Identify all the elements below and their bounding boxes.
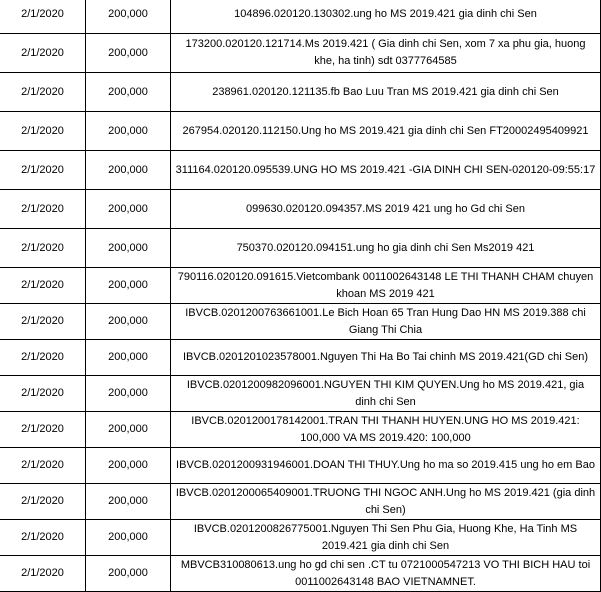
description-cell[interactable]: IBVCB.0201200763661001.Le Bich Hoan 65 Tran Hung Dao HN MS 2019.388 chi Giang Thi Chia [171, 304, 601, 340]
table-row [0, 376, 601, 412]
description-cell[interactable]: 099630.020120.094357.MS 2019 421 ung ho Gd chi Sen [171, 190, 601, 229]
table-row [0, 34, 601, 73]
table-row [0, 556, 601, 592]
amount-cell[interactable]: 200,000 [86, 34, 171, 73]
table-row [0, 151, 601, 190]
amount-cell[interactable]: 200,000 [86, 448, 171, 484]
date-cell[interactable]: 2/1/2020 [0, 151, 86, 190]
amount-cell[interactable]: 200,000 [86, 520, 171, 556]
date-cell[interactable]: 2/1/2020 [0, 340, 86, 376]
amount-cell[interactable]: 200,000 [86, 304, 171, 340]
amount-cell[interactable]: 200,000 [86, 151, 171, 190]
table-row [0, 190, 601, 229]
date-cell[interactable]: 2/1/2020 [0, 520, 86, 556]
description-cell[interactable]: 750370.020120.094151.ung ho gia dinh chi Sen Ms2019 421 [171, 229, 601, 268]
date-cell[interactable]: 2/1/2020 [0, 0, 86, 34]
description-cell[interactable]: 267954.020120.112150.Ung ho MS 2019.421 gia dinh chi Sen FT20002495409921 [171, 112, 601, 151]
description-cell[interactable]: 104896.020120.130302.ung ho MS 2019.421 gia dinh chi Sen [171, 0, 601, 34]
amount-cell[interactable]: 200,000 [86, 556, 171, 592]
table-row [0, 229, 601, 268]
table-row [0, 112, 601, 151]
table-row [0, 484, 601, 520]
amount-cell[interactable]: 200,000 [86, 376, 171, 412]
description-cell[interactable]: IBVCB.0201200826775001.Nguyen Thi Sen Phu Gia, Huong Khe, Ha Tinh MS 2019.421 gia dinh chi Sen [171, 520, 601, 556]
description-cell[interactable]: IBVCB.0201200931946001.DOAN THI THUY.Ung ho ma so 2019.415 ung ho em Bao [171, 448, 601, 484]
amount-cell[interactable]: 200,000 [86, 190, 171, 229]
table-row [0, 448, 601, 484]
description-cell[interactable]: 790116.020120.091615.Vietcombank 0011002643148 LE THI THANH CHAM chuyen khoan MS 2019 421 [171, 268, 601, 304]
date-cell[interactable]: 2/1/2020 [0, 112, 86, 151]
table-row [0, 520, 601, 556]
date-cell[interactable]: 2/1/2020 [0, 412, 86, 448]
amount-cell[interactable]: 200,000 [86, 112, 171, 151]
amount-cell[interactable]: 200,000 [86, 412, 171, 448]
date-cell[interactable]: 2/1/2020 [0, 304, 86, 340]
table-row [0, 412, 601, 448]
date-cell[interactable]: 2/1/2020 [0, 484, 86, 520]
date-cell[interactable]: 2/1/2020 [0, 448, 86, 484]
description-cell[interactable]: MBVCB310080613.ung ho gd chi sen .CT tu 0721000547213 VO THI BICH HAU toi 0011002643148 BAO VIETNAMNET. [171, 556, 601, 592]
date-cell[interactable]: 2/1/2020 [0, 190, 86, 229]
description-cell[interactable]: 238961.020120.121135.fb Bao Luu Tran MS 2019.421 gia dinh chi Sen [171, 73, 601, 112]
table-row [0, 0, 601, 34]
date-cell[interactable]: 2/1/2020 [0, 556, 86, 592]
amount-cell[interactable]: 200,000 [86, 229, 171, 268]
amount-cell[interactable]: 200,000 [86, 484, 171, 520]
description-cell[interactable]: 173200.020120.121714.Ms 2019.421 ( Gia dinh chi Sen, xom 7 xa phu gia, huong khe, ha tinh) sdt 0377764585 [171, 34, 601, 73]
date-cell[interactable]: 2/1/2020 [0, 268, 86, 304]
amount-cell[interactable]: 200,000 [86, 340, 171, 376]
description-cell[interactable]: IBVCB.0201201023578001.Nguyen Thi Ha Bo Tai chinh MS 2019.421(GD chi Sen) [171, 340, 601, 376]
description-cell[interactable]: IBVCB.0201200982096001.NGUYEN THI KIM QUYEN.Ung ho MS 2019.421, gia dinh chi Sen [171, 376, 601, 412]
date-cell[interactable]: 2/1/2020 [0, 34, 86, 73]
table-row [0, 340, 601, 376]
description-cell[interactable]: 311164.020120.095539.UNG HO MS 2019.421 -GIA DINH CHI SEN-020120-09:55:17 [171, 151, 601, 190]
amount-cell[interactable]: 200,000 [86, 0, 171, 34]
date-cell[interactable]: 2/1/2020 [0, 229, 86, 268]
date-cell[interactable]: 2/1/2020 [0, 73, 86, 112]
date-cell[interactable]: 2/1/2020 [0, 376, 86, 412]
description-cell[interactable]: IBVCB.0201200178142001.TRAN THI THANH HUYEN.UNG HO MS 2019.421: 100,000 VA MS 2019.420: 100,000 [171, 412, 601, 448]
table-row [0, 304, 601, 340]
amount-cell[interactable]: 200,000 [86, 268, 171, 304]
amount-cell[interactable]: 200,000 [86, 73, 171, 112]
description-cell[interactable]: IBVCB.0201200065409001.TRUONG THI NGOC ANH.Ung ho MS 2019.421 (gia dinh chi Sen) [171, 484, 601, 520]
table-row [0, 73, 601, 112]
table-row [0, 268, 601, 304]
